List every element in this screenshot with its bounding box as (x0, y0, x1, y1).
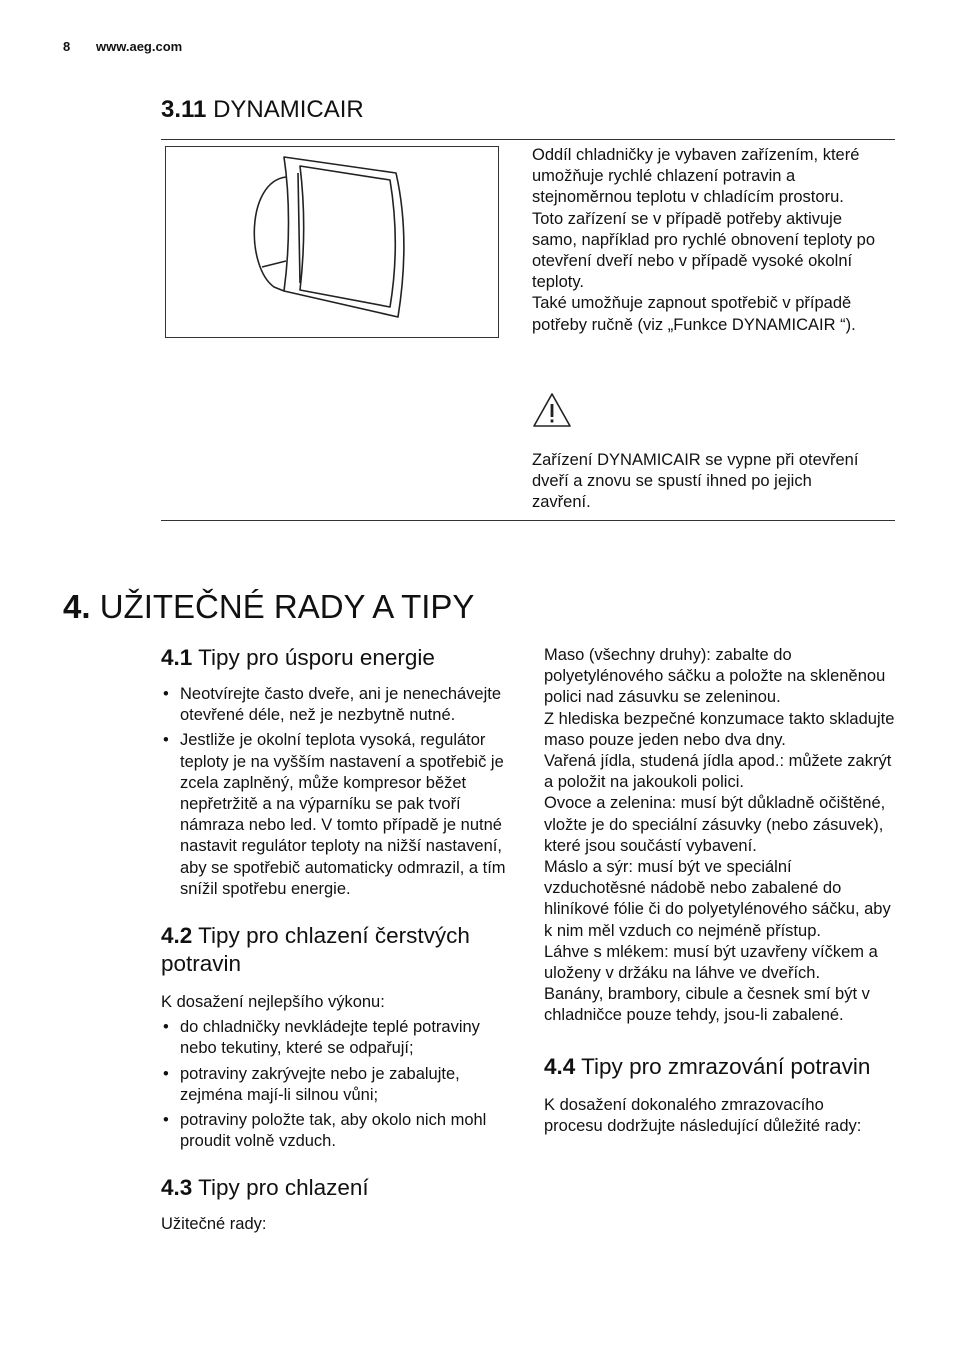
table-top-rule (161, 139, 895, 140)
dynamicair-fan-illustration (166, 147, 500, 339)
section-4-1-heading (161, 644, 511, 672)
section-number: 3.11 (161, 96, 207, 123)
tip-paragraph: Z hlediska bezpečné konzumace takto skladujte maso pouze jeden nebo dva dny. (544, 709, 895, 749)
right-column (544, 645, 896, 1137)
tip-paragraph: Banány, brambory, cibule a česnek smí být v chladničce pouze tehdy, jsou-li zabalené. (544, 985, 870, 1025)
section-title: DYNAMICAIR (213, 96, 364, 123)
section-4-2-intro: K dosažení nejlepšího výkonu: (161, 993, 385, 1012)
section-title: Tipy pro zmrazování potravin (581, 1053, 871, 1079)
tip-paragraph: Máslo a sýr: musí být ve speciální vzduchotěsné nádobě nebo zabalené do hliníkové fólie či do polyetylénového sáčku, aby k nim měl vzduch co nejméně přístup. (544, 858, 891, 940)
list-item: • Neotvírejte často dveře, ani je nenechávejte otevřené déle, než je nezbytně nutné. (161, 684, 511, 726)
tip-paragraph: Vařená jídla, studená jídla apod.: můžete zakrýt a položit na jakoukoli polici. (544, 752, 892, 792)
section-number: 4.1 (161, 645, 193, 670)
list-item: • Jestliže je okolní teplota vysoká, regulátor teploty je na vyšším nastavení a spotřebič je zcela zaplněný, může kompresor běžet nepřetržitě a na výparníku se pak tvoří námraza nebo led. V tomto případě je nutné nastavit regulátor teploty na nižší nastavení, aby se spotřebič automaticky odmrazil, a tím snížil spotřebu energie. (161, 730, 511, 900)
list-item: • potraviny zakrývejte nebo je zabalujte, zejména mají-li silnou vůni; (161, 1064, 511, 1106)
warning-triangle-icon (532, 392, 572, 433)
chapter-4-heading (63, 588, 474, 626)
chapter-title: UŽITEČNÉ RADY A TIPY (99, 588, 475, 625)
section-4-4-intro: K dosažení dokonalého zmrazovacího procesu dodržujte následující důležité rady: (544, 1095, 862, 1135)
list-item: • potraviny položte tak, aby okolo nich mohl proudit volně vzduch. (161, 1110, 511, 1152)
section-3-11-heading (161, 96, 364, 124)
warning-text: Zařízení DYNAMICAIR se vypne při otevření dveří a znovu se spustí ihned po jejich zavření. (532, 451, 859, 512)
section-title: Tipy pro chlazení (198, 1175, 369, 1201)
tip-paragraph: Ovoce a zelenina: musí být důkladně očištěné, vložte je do speciální zásuvky (nebo zásuvek), které jsou součástí vybavení. (544, 794, 886, 855)
section-4-3-intro: Užitečné rady: (161, 1215, 267, 1234)
dynamicair-figure (165, 146, 499, 338)
dynamicair-paragraph: Také umožňuje zapnout spotřebič v případě potřeby ručně (viz „Funkce DYNAMICAIR “). (532, 294, 856, 334)
tip-paragraph: Láhve s mlékem: musí být uzavřeny víčkem a uloženy v držáku na láhve ve dveřích. (544, 942, 878, 983)
dynamicair-description (532, 145, 882, 336)
section-number: 4.2 (161, 923, 193, 949)
section-number: 4.4 (544, 1053, 576, 1079)
section-number: 4.3 (161, 1175, 193, 1201)
energy-tips-list (161, 684, 511, 900)
table-bottom-rule (161, 520, 895, 521)
website-url: www.aeg.com (96, 39, 183, 54)
section-title: Tipy pro chlazení čerstvých potravin (161, 923, 470, 977)
dynamicair-paragraph: Oddíl chladničky je vybaven zařízením, které umožňuje rychlé chlazení potravin a stejnoměrnou teplotu v chladícím prostoru. (532, 146, 860, 207)
section-4-3-heading (161, 1174, 511, 1202)
refrigeration-tips (544, 645, 896, 1027)
list-item: • do chladničky nevkládejte teplé potraviny nebo tekutiny, které se odpařují; (161, 1017, 511, 1059)
section-title: Tipy pro úsporu energie (198, 645, 435, 670)
dynamicair-paragraph: Toto zařízení se v případě potřeby aktivuje samo, například pro rychlé obnovení teploty po otevření dveří nebo v případě vysoké okolní teploty. (532, 209, 876, 292)
left-column (161, 644, 511, 1236)
section-4-2-heading (161, 922, 511, 978)
section-4-4-heading (544, 1053, 896, 1081)
fresh-food-tips-list (161, 1017, 511, 1152)
page-number: 8 (63, 39, 71, 54)
chapter-number: 4. (63, 588, 91, 625)
tip-paragraph: Maso (všechny druhy): zabalte do polyetylénového sáčku a položte na skleněnou polici nad zásuvku se zeleninou. (544, 646, 886, 707)
